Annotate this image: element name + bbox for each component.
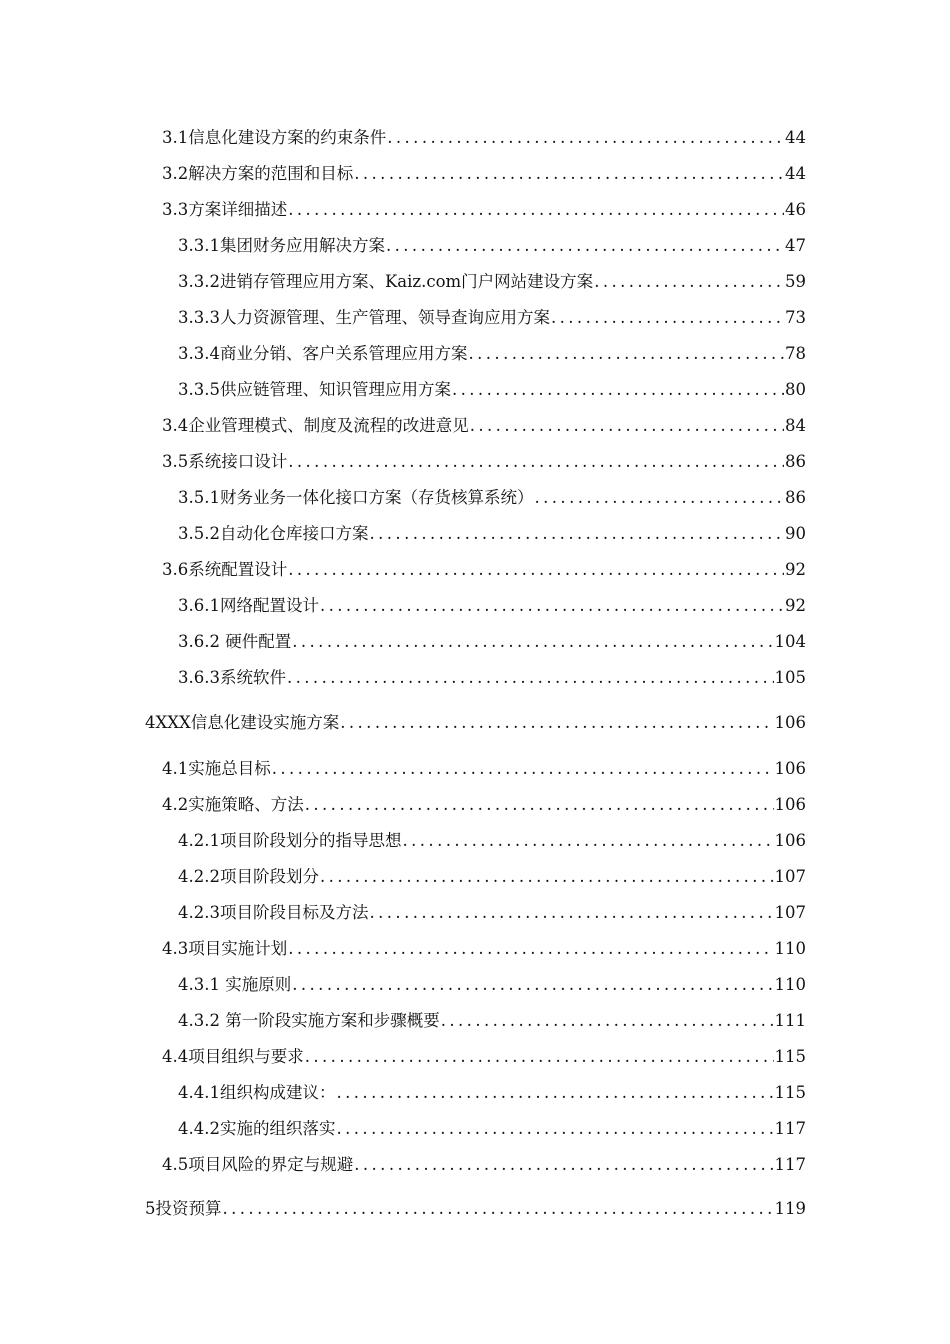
toc-entry[interactable] [0, 1153, 806, 1177]
toc-entry-page: 86 [785, 452, 806, 471]
toc-entry[interactable] [0, 234, 806, 258]
toc-entry-title: 4.2.2项目阶段划分 [178, 867, 319, 886]
toc-entry[interactable] [0, 162, 806, 186]
toc-entry-title: 4.2实施策略、方法 [162, 795, 304, 814]
toc-entry-title: 4XXX信息化建设实施方案 [145, 713, 340, 732]
toc-dot-leader [594, 270, 784, 294]
toc-entry-page: 115 [774, 1083, 806, 1102]
toc-dot-leader [387, 126, 784, 150]
toc-entry[interactable] [0, 270, 806, 294]
toc-entry[interactable] [0, 558, 806, 582]
toc-entry[interactable] [0, 901, 806, 925]
toc-entry-title: 3.5系统接口设计 [162, 452, 288, 471]
toc-entry-title: 3.4企业管理模式、制度及流程的改进意见 [162, 416, 469, 435]
toc-dot-leader [305, 1045, 774, 1069]
toc-dot-leader [354, 1153, 773, 1177]
toc-entry-page: 105 [774, 668, 806, 687]
toc-entry[interactable] [0, 414, 806, 438]
toc-entry-title: 3.3.1集团财务应用解决方案 [178, 236, 385, 255]
toc-entry[interactable] [0, 522, 806, 546]
toc-entry-page: 86 [785, 488, 806, 507]
toc-entry[interactable] [0, 306, 806, 330]
toc-entry-page: 92 [785, 596, 806, 615]
toc-entry-page: 73 [785, 308, 806, 327]
toc-entry-page: 106 [774, 713, 806, 732]
toc-entry-page: 110 [774, 939, 806, 958]
toc-entry-title: 5投资预算 [145, 1199, 222, 1218]
toc-entry[interactable] [0, 1009, 806, 1033]
toc-entry-page: 44 [785, 164, 806, 183]
toc-entry-title: 4.4项目组织与要求 [162, 1047, 304, 1066]
toc-entry[interactable] [0, 666, 806, 690]
toc-entry[interactable] [0, 1045, 806, 1069]
toc-entry[interactable] [0, 630, 806, 654]
toc-dot-leader [340, 711, 773, 735]
toc-dot-leader [320, 594, 784, 618]
toc-entry[interactable] [0, 1117, 806, 1141]
toc-dot-leader [452, 378, 784, 402]
toc-entry-page: 117 [774, 1155, 806, 1174]
toc-entry-page: 115 [774, 1047, 806, 1066]
toc-dot-leader [288, 450, 784, 474]
toc-dot-leader [292, 630, 773, 654]
toc-entry-page: 106 [774, 795, 806, 814]
toc-entry-page: 84 [785, 416, 806, 435]
toc-entry[interactable] [0, 198, 806, 222]
toc-entry-page: 78 [785, 344, 806, 363]
toc-entry-page: 44 [785, 128, 806, 147]
toc-entry-page: 107 [774, 867, 806, 886]
toc-entry[interactable] [0, 793, 806, 817]
toc-entry-page: 92 [785, 560, 806, 579]
toc-dot-leader [441, 1009, 774, 1033]
toc-entry-page: 47 [785, 236, 806, 255]
toc-entry-title: 4.2.1项目阶段划分的指导思想 [178, 831, 402, 850]
toc-entry-title: 4.1实施总目标 [162, 759, 271, 778]
toc-entry-title: 4.3.1 实施原则 [178, 975, 292, 994]
toc-dot-leader [287, 666, 774, 690]
toc-entry-title: 3.2解决方案的范围和目标 [162, 164, 354, 183]
toc-entry-title: 4.5项目风险的界定与规避 [162, 1155, 354, 1174]
toc-entry-title: 4.3.2 第一阶段实施方案和步骤概要 [178, 1011, 440, 1030]
toc-dot-leader [336, 1081, 773, 1105]
toc-dot-leader [369, 522, 784, 546]
toc-entry[interactable] [0, 450, 806, 474]
toc-entry-page: 90 [785, 524, 806, 543]
toc-dot-leader [288, 558, 784, 582]
toc-entry-title: 4.4.1组织构成建议： [178, 1083, 336, 1102]
toc-entry-title: 4.2.3项目阶段目标及方法 [178, 903, 369, 922]
toc-entry-page: 107 [774, 903, 806, 922]
toc-entry[interactable] [0, 1197, 806, 1221]
toc-entry[interactable] [0, 711, 806, 735]
toc-dot-leader [223, 1197, 774, 1221]
toc-entry-title: 3.6.2 硬件配置 [178, 632, 292, 651]
toc-entry-title: 3.5.1财务业务一体化接口方案（存货核算系统） [178, 488, 534, 507]
toc-entry[interactable] [0, 594, 806, 618]
toc-entry-title: 3.3.5供应链管理、知识管理应用方案 [178, 380, 451, 399]
toc-entry[interactable] [0, 937, 806, 961]
toc-entry-title: 4.3项目实施计划 [162, 939, 288, 958]
toc-entry-title: 4.4.2实施的组织落实 [178, 1119, 336, 1138]
toc-dot-leader [402, 829, 773, 853]
toc-entry-page: 80 [785, 380, 806, 399]
toc-entry-title: 3.1信息化建设方案的约束条件 [162, 128, 387, 147]
toc-entry-title: 3.3方案详细描述 [162, 200, 288, 219]
toc-dot-leader [288, 198, 784, 222]
toc-dot-leader [369, 901, 773, 925]
toc-entry-title: 3.3.3人力资源管理、生产管理、领导查询应用方案 [178, 308, 550, 327]
toc-entry-title: 3.6.1网络配置设计 [178, 596, 319, 615]
toc-dot-leader [272, 757, 774, 781]
toc-entry-title: 3.3.2进销存管理应用方案、Kaiz.com门户网站建设方案 [178, 272, 594, 291]
toc-entry-page: 59 [785, 272, 806, 291]
toc-entry[interactable] [0, 1081, 806, 1105]
toc-entry[interactable] [0, 973, 806, 997]
toc-entry[interactable] [0, 126, 806, 150]
toc-dot-leader [288, 937, 773, 961]
toc-entry[interactable] [0, 342, 806, 366]
toc-entry-page: 111 [774, 1011, 806, 1030]
toc-entry-title: 3.3.4商业分销、客户关系管理应用方案 [178, 344, 468, 363]
toc-dot-leader [320, 865, 774, 889]
toc-entry[interactable] [0, 378, 806, 402]
toc-entry-page: 110 [774, 975, 806, 994]
toc-entry-page: 117 [774, 1119, 806, 1138]
toc-entry[interactable] [0, 757, 806, 781]
toc-entry[interactable] [0, 865, 806, 889]
toc-entry-page: 106 [774, 759, 806, 778]
toc-dot-leader [305, 793, 774, 817]
toc-entry[interactable] [0, 829, 806, 853]
toc-dot-leader [470, 414, 784, 438]
toc-dot-leader [534, 486, 784, 510]
toc-entry-title: 3.6.3系统软件 [178, 668, 286, 687]
toc-entry-title: 3.5.2自动化仓库接口方案 [178, 524, 369, 543]
toc-dot-leader [468, 342, 784, 366]
toc-dot-leader [292, 973, 773, 997]
toc-entry-page: 119 [774, 1199, 806, 1218]
toc-dot-leader [354, 162, 784, 186]
toc-dot-leader [336, 1117, 773, 1141]
toc-entry-page: 104 [774, 632, 806, 651]
toc-entry[interactable] [0, 486, 806, 510]
toc-dot-leader [386, 234, 784, 258]
toc-dot-leader [551, 306, 784, 330]
toc-entry-title: 3.6系统配置设计 [162, 560, 288, 579]
toc-entry-page: 106 [774, 831, 806, 850]
toc-entry-page: 46 [785, 200, 806, 219]
